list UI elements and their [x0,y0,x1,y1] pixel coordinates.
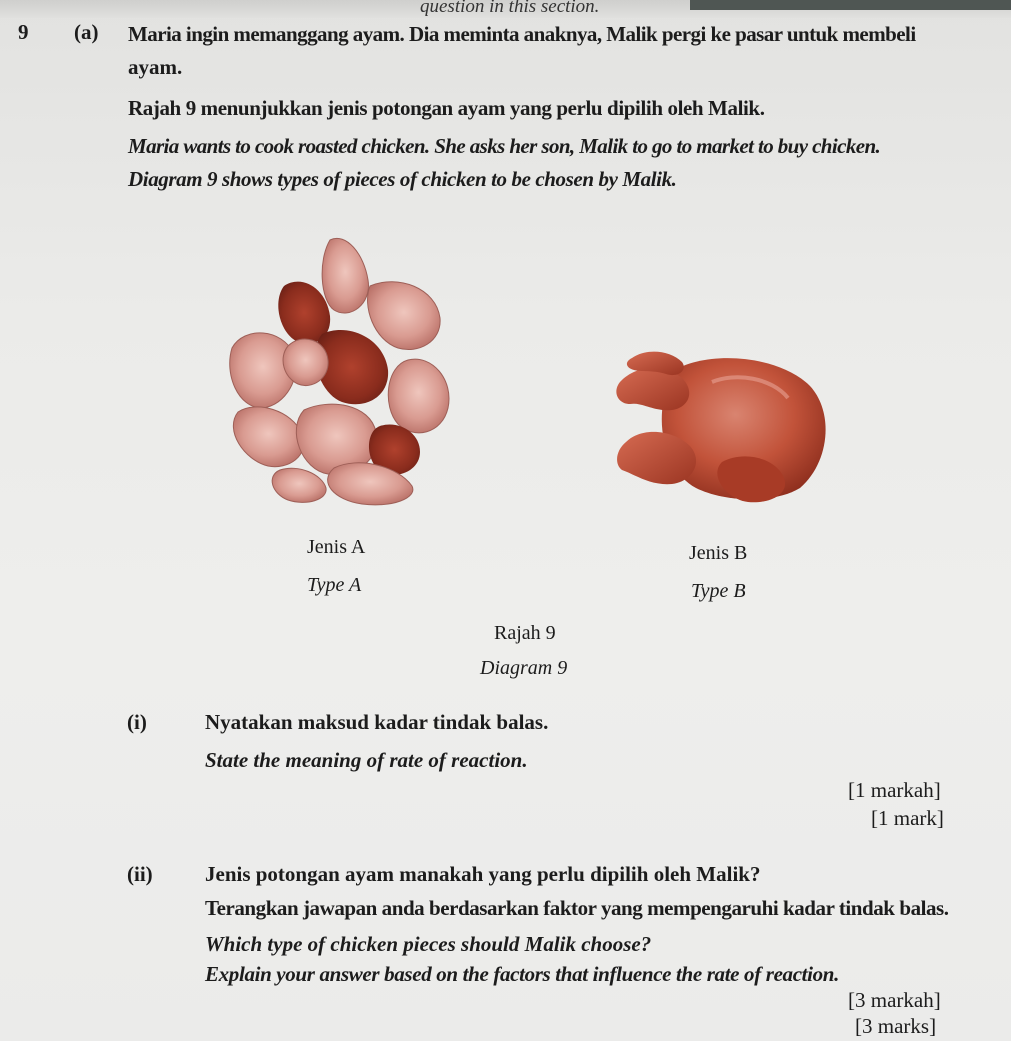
header-cut-text: question in this section. [420,0,600,17]
type-b-english-label: Type B [691,580,746,602]
page-edge-shadow [690,0,1011,10]
subquestion-ii-marks-english: [3 marks] [855,1014,937,1038]
question-part: (a) [74,20,99,44]
whole-chicken-image [612,342,834,504]
chicken-pieces-image [222,230,462,508]
english-stem-line2: Diagram 9 shows types of pieces of chicken to be chosen by Malik. [128,167,677,191]
malay-stem-line3: Rajah 9 menunjukkan jenis potongan ayam yang perlu dipilih oleh Malik. [128,96,765,120]
figure-caption-malay: Rajah 9 [494,622,556,644]
type-b-malay-label: Jenis B [689,542,748,564]
type-a-english-label: Type A [307,574,362,596]
subquestion-ii-malay-line1: Jenis potongan ayam manakah yang perlu dipilih oleh Malik? [205,862,761,886]
subquestion-i-marks-english: [1 mark] [871,806,944,830]
english-stem-line1: Maria wants to cook roasted chicken. She asks her son, Malik to go to market to buy chicken. [128,134,881,158]
subquestion-ii-english-line1: Which type of chicken pieces should Malik choose? [205,932,652,956]
subquestion-ii-malay-line2: Terangkan jawapan anda berdasarkan faktor yang mempengaruhi kadar tindak balas. [205,896,949,920]
subquestion-i-marks-malay: [1 markah] [848,778,941,802]
subquestion-ii-marks-malay: [3 markah] [848,988,941,1012]
subquestion-i-label: (i) [127,710,147,734]
question-number: 9 [18,20,29,44]
type-a-malay-label: Jenis A [307,536,366,558]
subquestion-i-english: State the meaning of rate of reaction. [205,748,528,772]
subquestion-i-malay: Nyatakan maksud kadar tindak balas. [205,710,549,734]
malay-stem-line1: Maria ingin memanggang ayam. Dia meminta anaknya, Malik pergi ke pasar untuk membeli [128,22,916,46]
figure-caption-english: Diagram 9 [480,657,568,679]
subquestion-ii-label: (ii) [127,862,153,886]
malay-stem-line2: ayam. [128,55,183,79]
subquestion-ii-english-line2: Explain your answer based on the factors that influence the rate of reaction. [205,962,840,986]
